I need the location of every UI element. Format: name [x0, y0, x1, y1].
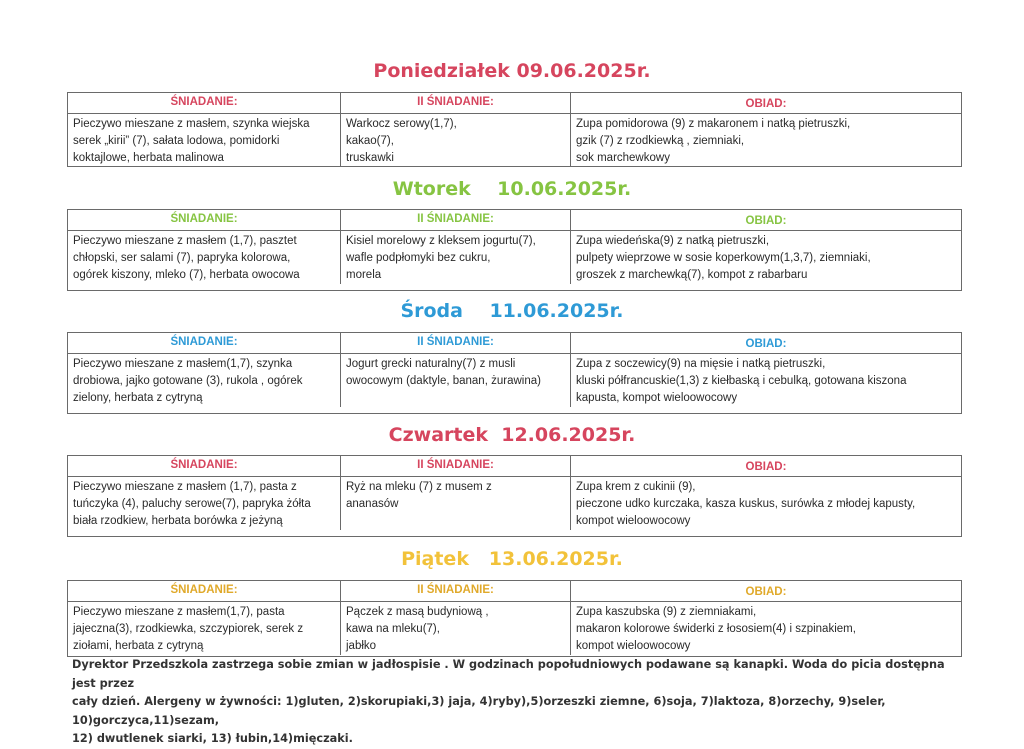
- header-sniadanie: ŚNIADANIE:: [68, 93, 341, 113]
- meal-sniadanie: Pieczywo mieszane z masłem(1,7), pasta jajeczna(3), rzodkiewka, szczypiorek, serek z ziołami, herbata z cytryną: [68, 602, 341, 655]
- meal-sniadanie: Pieczywo mieszane z masłem(1,7), szynka drobiowa, jajko gotowane (3), rukola , ogórek zielony, herbata z cytryną: [68, 354, 341, 407]
- table-header-row: [68, 333, 961, 354]
- meal-obiad: Zupa pomidorowa (9) z makaronem i natką pietruszki, gzik (7) z rzodkiewką , ziemniaki, sok marchewkowy: [576, 118, 851, 164]
- header-sniadanie: ŚNIADANIE:: [68, 333, 341, 353]
- table-body-row: [68, 231, 961, 284]
- header-ii-sniadanie: II ŚNIADANIE:: [341, 93, 571, 113]
- header-obiad: OBIAD:: [745, 215, 787, 227]
- meal-ii-sniadanie: Pączek z masą budyniową , kawa na mleku(7), jabłko: [341, 602, 571, 655]
- menu-table-poniedzialek: [67, 92, 962, 167]
- header-sniadanie: ŚNIADANIE:: [68, 210, 341, 230]
- table-body-row: [68, 354, 961, 407]
- header-obiad: OBIAD:: [745, 338, 787, 350]
- menu-table-sroda: [67, 332, 962, 414]
- menu-table-wtorek: [67, 209, 962, 291]
- meal-ii-sniadanie: Jogurt grecki naturalny(7) z musli owocowym (daktyle, banan, żurawina): [341, 354, 571, 407]
- meal-ii-sniadanie: Kisiel morelowy z kleksem jogurtu(7), wafle podpłomyki bez cukru, morela: [341, 231, 571, 284]
- table-body-row: [68, 602, 961, 655]
- meal-obiad: Zupa wiedeńska(9) z natką pietruszki, pulpety wieprzowe w sosie koperkowym(1,3,7), ziemniaki, groszek z marchewką(7), kompot z rabarbaru: [576, 235, 871, 281]
- menu-table-czwartek: [67, 455, 962, 537]
- day-title-wtorek: Wtorek 10.06.2025r.: [392, 178, 632, 200]
- table-header-row: [68, 581, 961, 602]
- meal-sniadanie: Pieczywo mieszane z masłem (1,7), pasztet chłopski, ser salami (7), papryka kolorowa, ogórek kiszony, mleko (7), herbata owocowa: [68, 231, 341, 284]
- table-header-row: [68, 456, 961, 477]
- footer-note-allergens: Dyrektor Przedszkola zastrzega sobie zmian w jadłospisie . W godzinach popołudniowych podawane są kanapki. Woda do picia dostępna jest przez cały dzień. Alergeny w żywności: 1)gluten, 2)skorupiaki,3) jaja, 4)ryby),5)orzeszki ziemne, 6)soja, 7)laktoza, 8)orzechy, 9)seler, 10)gorczyca,11)sezam, 12) dwutlenek siarki, 13) łubin,14)mięczaki.: [72, 658, 945, 745]
- header-sniadanie: ŚNIADANIE:: [68, 456, 341, 476]
- meal-obiad: Zupa z soczewicy(9) na mięsie i natką pietruszki, kluski półfrancuskie(1,3) z kiełbaską i cebulką, gotowana kiszona kapusta, kompot wieloowocowy: [576, 358, 907, 404]
- meal-ii-sniadanie: Warkocz serowy(1,7), kakao(7), truskawki: [341, 114, 571, 167]
- day-title-sroda: Środa 11.06.2025r.: [400, 300, 624, 322]
- menu-table-piatek: [67, 580, 962, 657]
- header-ii-sniadanie: II ŚNIADANIE:: [341, 333, 571, 353]
- table-header-row: [68, 210, 961, 231]
- meal-ii-sniadanie: Ryż na mleku (7) z musem z ananasów: [341, 477, 571, 530]
- header-obiad: OBIAD:: [745, 586, 787, 598]
- header-ii-sniadanie: II ŚNIADANIE:: [341, 581, 571, 601]
- meal-obiad: Zupa krem z cukinii (9), pieczone udko kurczaka, kasza kuskus, surówka z młodej kapusty, kompot wieloowocowy: [576, 481, 916, 527]
- header-ii-sniadanie: II ŚNIADANIE:: [341, 456, 571, 476]
- day-title-poniedzialek: Poniedziałek 09.06.2025r.: [373, 60, 651, 82]
- header-sniadanie: ŚNIADANIE:: [68, 581, 341, 601]
- meal-sniadanie: Pieczywo mieszane z masłem (1,7), pasta z tuńczyka (4), paluchy serowe(7), papryka żółta biała rzodkiew, herbata borówka z jeżyną: [68, 477, 341, 530]
- header-ii-sniadanie: II ŚNIADANIE:: [341, 210, 571, 230]
- day-title-czwartek: Czwartek 12.06.2025r.: [388, 424, 636, 446]
- table-body-row: [68, 477, 961, 530]
- meal-sniadanie: Pieczywo mieszane z masłem, szynka wiejska serek „kirii” (7), sałata lodowa, pomidorki koktajlowe, herbata malinowa: [68, 114, 341, 167]
- meal-obiad: Zupa kaszubska (9) z ziemniakami, makaron kolorowe świderki z łososiem(4) i szpinakiem, kompot wieloowocowy: [576, 606, 856, 652]
- table-body-row: [68, 114, 961, 167]
- header-obiad: OBIAD:: [745, 461, 787, 473]
- table-header-row: [68, 93, 961, 114]
- day-title-piatek: Piątek 13.06.2025r.: [401, 548, 623, 570]
- header-obiad: OBIAD:: [745, 98, 787, 110]
